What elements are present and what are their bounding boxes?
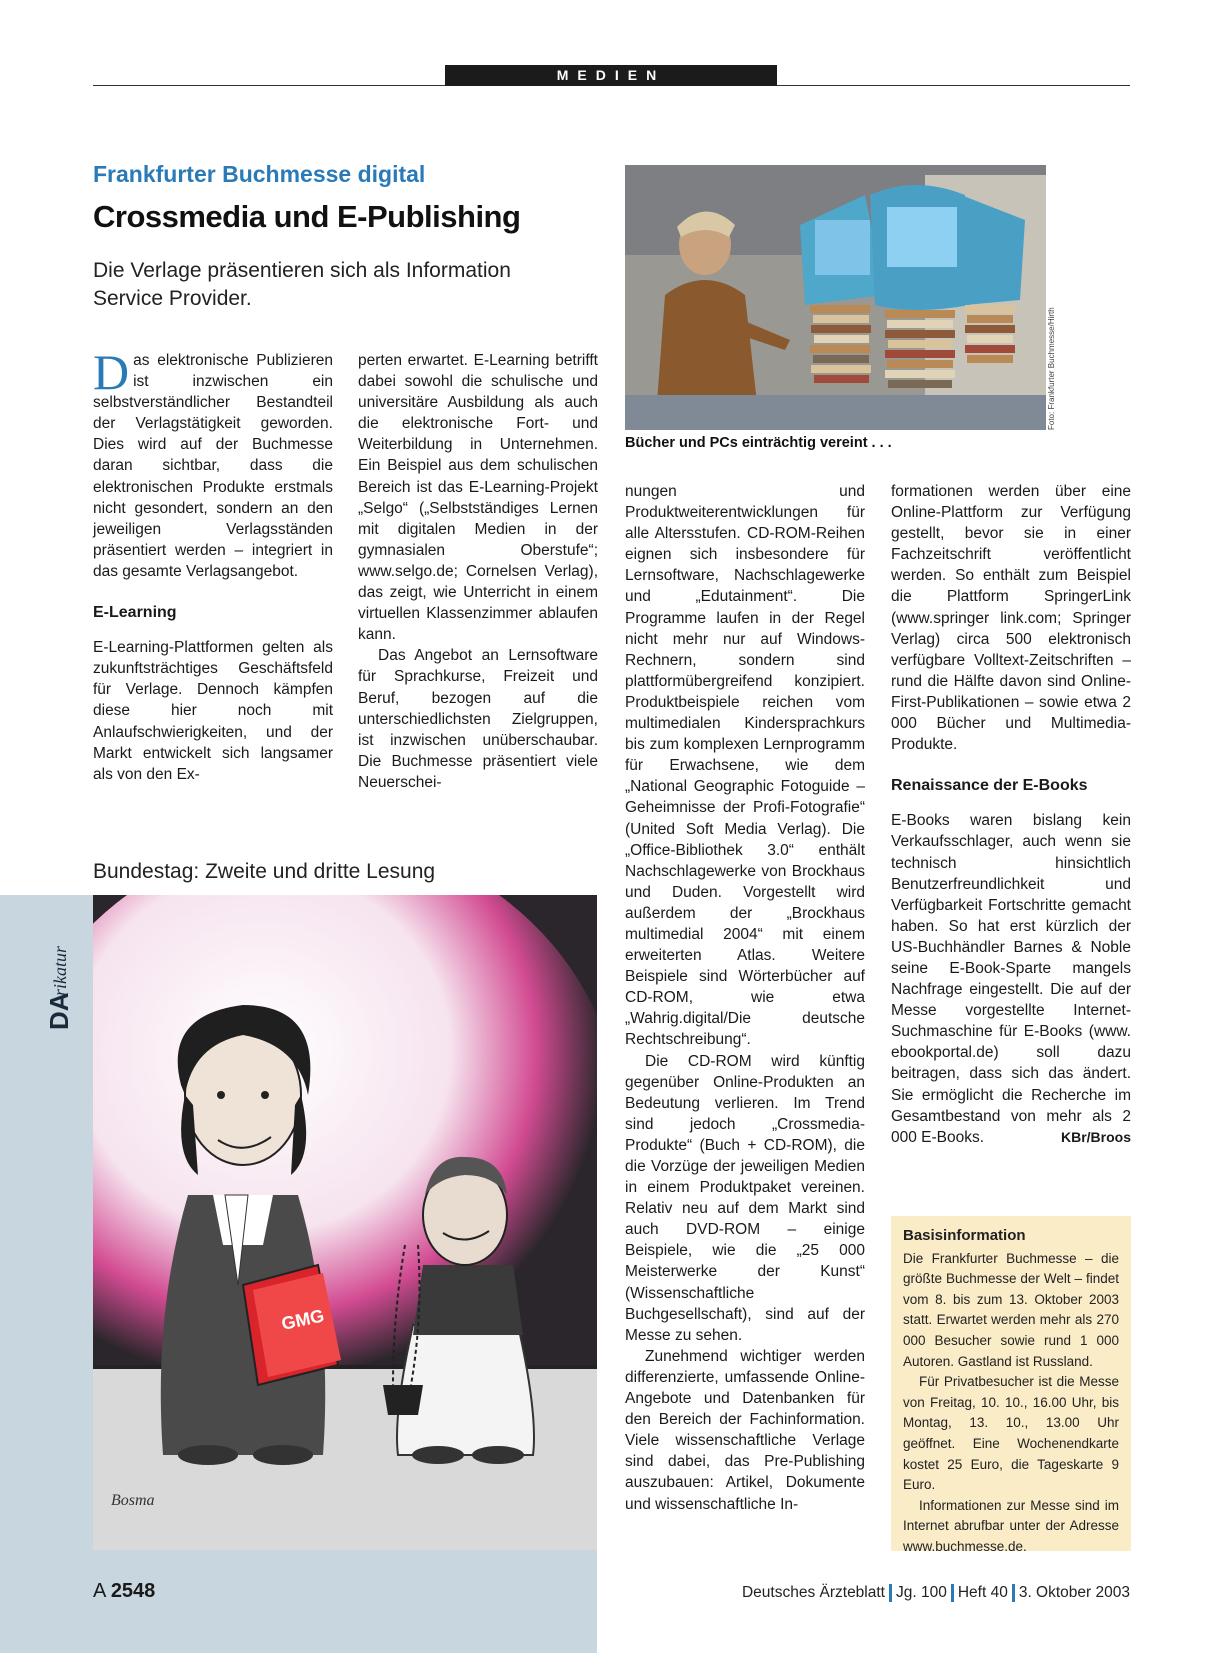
article-deck: Die Verlage präsentieren sich als Information Service Provider.: [93, 259, 511, 310]
journal-date: 3. Oktober 2003: [1018, 1584, 1130, 1602]
article-column-4: [891, 481, 1131, 1148]
photo-caption: Bücher und PCs einträchtig vereint . . .: [625, 435, 892, 451]
infobox-paragraph: Die Frankfurter Buchmesse – die größte Buchmesse der Welt – findet vom 8. bis zum 13. Oktober 2003 statt. Erwartet werden mehr als 270 000 Besucher sowie rund 1 000 Autoren. Gastland ist Russland.: [903, 1250, 1119, 1369]
infobox-paragraph: Informationen zur Messe sind im Internet abrufbar unter der Adresse www.buchmesse.de.: [903, 1497, 1119, 1554]
article-paragraph: E-Learning-Plattformen gelten als zukunftsträchtiges Geschäftsfeld für Verlage. Dennoch kämpfen diese hier noch mit Anlaufschwierigkeiten, und der Markt entwickelt sich langsamer als von den Ex-: [93, 639, 333, 783]
dropcap: D: [93, 344, 130, 400]
darikatur-logo: [40, 912, 76, 1032]
svg-text:rikatur: rikatur: [50, 945, 70, 996]
article-column-3: [625, 481, 865, 1515]
journal-footer: [742, 1584, 1130, 1602]
subhead-e-learning: E-Learning: [93, 604, 177, 622]
article-column-2: [358, 350, 598, 793]
article-kicker: Frankfurter Buchmesse digital: [93, 161, 426, 187]
article-paragraph: [891, 810, 1131, 1148]
photo-credit: Foto: Frankfurter Buchmesse/Hirth: [1047, 307, 1056, 430]
journal-name: Deutsches Ärzteblatt: [741, 1584, 885, 1602]
footer-divider: [1012, 1584, 1015, 1602]
journal-issue: Heft 40: [957, 1584, 1008, 1602]
folio-prefix: A: [93, 1580, 106, 1602]
folio-number: 2548: [110, 1580, 156, 1602]
article-paragraph: nungen und Produktweiterentwicklungen für alle Altersstufen. CD-ROM-Reihen eignen sich insbesondere für Lernsoftware, Nachschlagewerke und „Edutainment“. Die Programme laufen in der Regel nicht mehr nur auf Windows-Rechnern, sondern sind plattformübergreifend konzipiert. Produktbeispiele reichen vom multimedialen Kindersprachkurs bis zum komplexen Lernprogramm für Erwachsene, wie dem „National Geographic Fotoguide – Geheimnisse der Profi-Fotografie“ (United Soft Media Verlag). Die „Office-Bibliothek 3.0“ enthält Nachschlagewerke von Brockhaus und Duden. Vorgestellt wird außerdem der „Brockhaus multimedial 2004“ mit einem erweiterten Atlas. Weitere Beispiele sind Wörterbücher auf CD-ROM, wie etwa „Wahrig.digital/Die deutsche Rechtschreibung“.: [625, 483, 865, 1049]
article-paragraph: Zunehmend wichtiger werden differenzierte, umfassende Online-Angebote und Datenbanken für den Bereich der Fachinformation. Viele wissenschaftliche Verlage sind dabei, das Pre-Publishing auszubauen: Artikel, Dokumente und wissenschaftliche In-: [625, 1347, 865, 1513]
author-signoff: KBr/Broos: [1060, 1128, 1131, 1145]
logo-text: DA: [44, 992, 74, 1030]
basisinformation-box: [891, 1216, 1131, 1554]
cartoon-illustration: [93, 895, 597, 1550]
article-paragraph: formationen werden über eine Online-Plattform zur Verfügung gestellt, bevor sie in einer Fachzeitschrift veröffentlicht werden. So enthält zum Beispiel die Plattform SpringerLink (www.springer link.com; Springer Verlag) circa 500 elektronisch verfügbare Volltext-Zeitschriften – rund die Hälfte davon sind Online-First-Publikationen – sowie etwa 2 000 Bücher und Multimedia-Produkte.: [891, 483, 1131, 754]
paragraph-text: E-Books waren bislang kein Verkaufsschlager, auch wenn sie technisch hinsichtlich Benutzerfreundlichkeit und Verfügbarkeit Fortschritte gemacht haben. So hat erst kürzlich der US-Buchhändler Barnes & Noble seine E-Book-Sparte mangels Nachfrage eingestellt. Die auf der Messe vorgestellte Internet-Suchmaschine für E-Books (www. ebookportal.de) soll dazu beitragen, dass sich das ändert. Sie ermöglicht die Recherche im Gesamtbestand von mehr als 2 000 E-Books.: [891, 812, 1131, 1146]
cartoon-title: Bundestag: Zweite und dritte Lesung: [93, 860, 436, 883]
paragraph-text: as elektronische Publizieren ist inzwischen ein selbstverständlicher Bestandteil der Verlagstätigkeit geworden. Dies wird auf der Buchmesse daran sichtbar, dass die elektronischen Produkte erstmals nicht gesondert, sondern an den jeweiligen Verlagsständen präsentiert werden – integriert in das gesamte Verlagsangebot.: [93, 352, 333, 580]
article-paragraph: perten erwartet. E-Learning betrifft dabei sowohl die schulische und universitäre Ausbildung als auch die elektronische Fort- und Weiterbildung in Unternehmen. Ein Beispiel aus dem schulischen Bereich ist das E-Learning-Projekt „Selgo“ („Selbstständiges Lernen mit digitalen Medien in der gymnasialen Oberstufe“; www.selgo.de; Cornelsen Verlag), das zeigt, wie Unterricht in einem virtuellen Klassenzimmer ablaufen kann.: [358, 352, 598, 644]
article-paragraph: Die CD-ROM wird künftig gegenüber Online-Produkten an Bedeutung verlieren. Im Trend sind jedoch „Crossmedia-Produkte“ (Buch + CD-ROM), die die Vorzüge der jeweiligen Medien in einem Produktpaket vereinen. Relativ neu auf dem Markt sind auch DVD-ROM – einige Beispiele, wie die „25 000 Meisterwerke der Kunst“ (Wissenschaftliche Buchgesellschaft), sind auf der Messe zu sehen.: [625, 1052, 865, 1344]
infobox-title: Basisinformation: [903, 1227, 1026, 1244]
subhead-e-books: Renaissance der E-Books: [891, 777, 1088, 795]
article-headline: Crossmedia und E-Publishing: [93, 199, 521, 234]
article-paragraph: [93, 344, 333, 582]
footer-divider: [951, 1584, 954, 1602]
photo-books-and-pcs: [625, 165, 1046, 430]
book-label: GMG: [279, 1305, 326, 1334]
article-paragraph: Das Angebot an Lernsoftware für Sprachkurse, Freizeit und Beruf, bezogen auf die unterschiedlichsten Zielgruppen, ist inzwischen unüberschaubar. Die Buchmesse präsentiert viele Neuerschei-: [358, 647, 598, 791]
page-folio: [93, 1580, 155, 1603]
article-column-1: [93, 344, 333, 785]
section-label: MEDIEN: [445, 65, 777, 86]
journal-volume: Jg. 100: [895, 1584, 947, 1602]
footer-divider: [889, 1584, 892, 1602]
infobox-paragraph: Für Privatbesucher ist die Messe von Freitag, 10. 10., 16.00 Uhr, bis Montag, 13. 10., 13.00 Uhr geöffnet. Eine Wochenendkarte kostet 25 Euro, die Tageskarte 9 Euro.: [903, 1374, 1119, 1493]
cartoonist-signature: Bosma: [111, 1492, 155, 1509]
